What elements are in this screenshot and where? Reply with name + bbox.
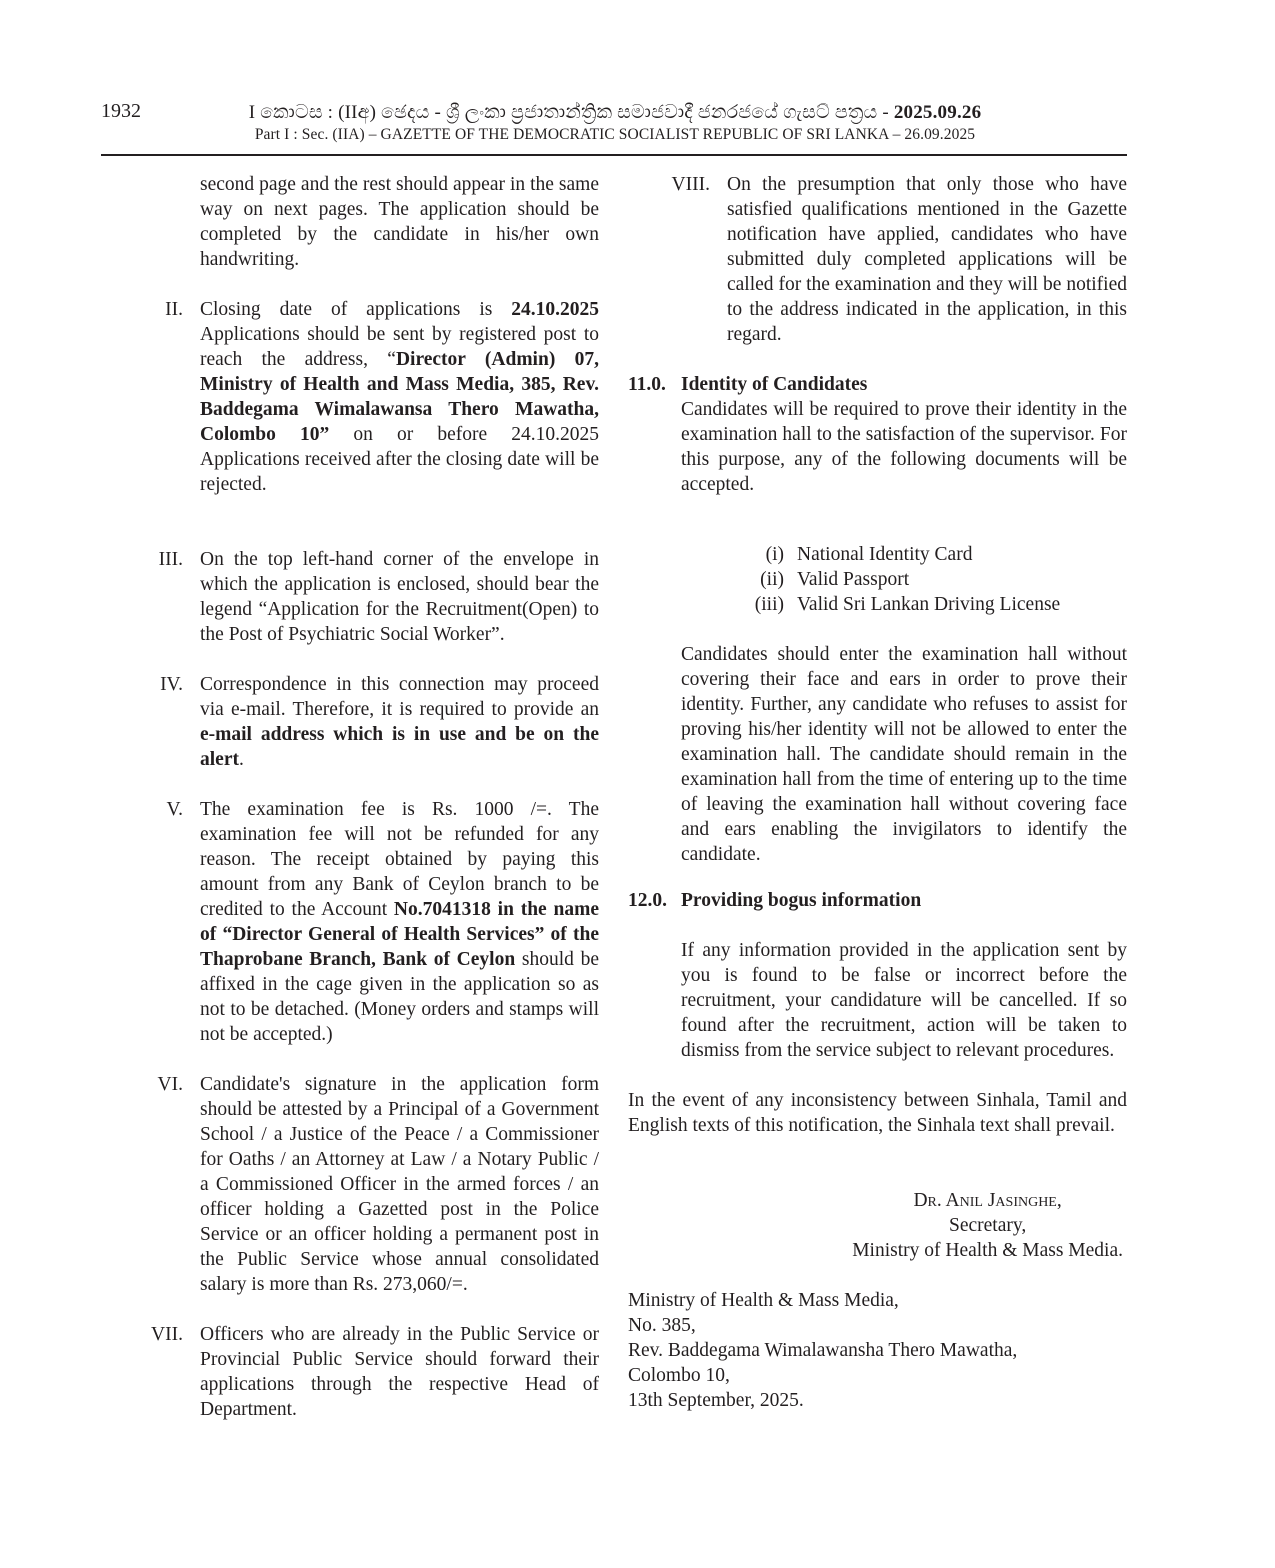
list-item-label: National Identity Card <box>797 544 973 565</box>
email-requirement: e-mail address which is in use and be on the alert <box>200 724 599 770</box>
item-text: Closing date of applications is <box>200 299 512 320</box>
header-english: Part I : Sec. (IIA) – GAZETTE OF THE DEMOCRATIC SOCIALIST REPUBLIC OF SRI LANKA – 26.09.2025 <box>254 126 976 143</box>
item-text: should be affixed in the cage given in the application so as not to be detached. (Money orders and stamps will not be accepted.) <box>200 949 599 1045</box>
item-text: On the presumption that only those who have satisfied qualifications mentioned in the Gazette notification have applied, candidates who have submitted duly completed applications will be called for the examination and they will be notified to the address indicated in the application, in this regard. <box>727 174 1127 345</box>
item-vii <box>101 1322 599 1422</box>
item-number: VIII. <box>671 174 710 195</box>
item-v <box>101 797 599 1047</box>
item-text: The examination fee is Rs. 1000 /=. The examination fee will not be refunded for any reason. The receipt obtained by paying this amount from any Bank of Ceylon branch to be credited to the Account <box>200 799 599 920</box>
address-line: Ministry of Health & Mass Media, <box>628 1290 899 1311</box>
address-line: No. 385, <box>628 1315 696 1336</box>
item-number: II. <box>165 299 183 320</box>
item-text: Officers who are already in the Public Service or Provincial Public Service should forward their applications through the respective Head of Department. <box>200 1324 599 1420</box>
section-11-intro: Candidates will be required to prove their identity in the examination hall to the satisfaction of the supervisor. For this purpose, any of the following documents will be accepted. <box>681 399 1127 495</box>
list-item-number: (iii) <box>754 594 784 615</box>
header-sinhala-title: I කොටස : (IIඅ) ඡෙදය - ශ්‍රී ලංකා ප්‍රජාතාන්ත්‍රික සමාජවාදී ජනරජයේ ගැසට් පත්‍රය - <box>248 102 894 123</box>
list-item <box>628 567 1127 592</box>
item-number: III. <box>158 549 183 570</box>
item-text: On the top left-hand corner of the envelope in which the application is enclosed, should bear the legend “Application for the Recruitment(Open) to the Post of Psychiatric Social Worker”. <box>200 549 599 645</box>
section-title: Providing bogus information <box>681 890 922 911</box>
address-block <box>628 1288 1127 1413</box>
header-sinhala <box>190 102 1040 124</box>
item-viii <box>628 172 1127 347</box>
item-text: Candidate's signature in the application form should be attested by a Principal of a Government School / a Justice of the Peace / a Commissioner for Oaths / an Attorney at Law / a Notary Public / a Commissioned Officer in the armed forces / an officer holding a Gazetted post in the Police Service or an officer holding a permanent post in the Public Service whose annual consolidated salary is more than Rs. 273,060/=. <box>200 1074 599 1295</box>
list-item-label: Valid Passport <box>797 569 910 590</box>
left-column <box>101 172 599 1422</box>
signatory-ministry: Ministry of Health & Mass Media. <box>852 1240 1123 1261</box>
item-text: . <box>238 749 244 770</box>
address-line: Colombo 10, <box>628 1365 730 1386</box>
item-ii <box>101 297 599 497</box>
signature-block <box>628 1188 1127 1263</box>
signatory-name: Dr. Anil Jasinghe, <box>913 1190 1062 1211</box>
section-12-heading <box>628 888 1127 913</box>
item-number: VI. <box>157 1074 183 1095</box>
signatory-title: Secretary, <box>948 1215 1027 1236</box>
section-title: Identity of Candidates <box>681 374 868 395</box>
list-item <box>628 592 1127 617</box>
section-11-heading <box>628 372 1127 397</box>
issue-date: 13th September, 2025. <box>628 1390 804 1411</box>
item-number: V. <box>166 799 183 820</box>
address-line: Rev. Baddegama Wimalawansha Thero Mawatha, <box>628 1340 1018 1361</box>
section-number: 11.0. <box>628 374 666 395</box>
item-text: Correspondence in this connection may proceed via e-mail. Therefore, it is required to provide an <box>200 674 599 720</box>
header-sinhala-date: 2025.09.26 <box>893 102 982 123</box>
item-number: IV. <box>160 674 183 695</box>
item-text: Applications should be sent by registered post to reach the address, “ <box>200 324 599 370</box>
bank-account: No.7041318 in the name of “Director General of Health Services” of the Thaprobane Branch, Bank of Ceylon <box>200 899 599 970</box>
page-number: 1932 <box>101 100 141 122</box>
closing-date: 24.10.2025 <box>511 299 599 320</box>
list-item-number: (i) <box>765 544 784 565</box>
item-number: VII. <box>151 1324 183 1345</box>
postal-address: Director (Admin) 07, Ministry of Health and Mass Media, 385, Rev. Baddegama Wimalawansa Thero Mawatha, Colombo 10” <box>200 349 599 445</box>
section-12-text: If any information provided in the application sent by you is found to be false or incorrect before the recruitment, your candidature will be cancelled. If so found after the recruitment, action will be taken to dismiss from the service subject to relevant procedures. <box>681 940 1127 1061</box>
right-column <box>628 172 1127 1413</box>
section-number: 12.0. <box>628 890 667 911</box>
accepted-documents-list <box>628 542 1127 617</box>
item-vi <box>101 1072 599 1297</box>
continuation-paragraph: second page and the rest should appear in the same way on next pages. The application should be completed by the candidate in his/her own handwriting. <box>200 174 599 270</box>
gazette-header <box>190 102 1040 144</box>
item-iv <box>101 672 599 772</box>
list-item-number: (ii) <box>760 569 784 590</box>
list-item-label: Valid Sri Lankan Driving License <box>797 594 1061 615</box>
item-text: on or before 24.10.2025 Applications received after the closing date will be rejected. <box>200 424 599 495</box>
item-iii <box>101 547 599 647</box>
inconsistency-note: In the event of any inconsistency between Sinhala, Tamil and English texts of this notification, the Sinhala text shall prevail. <box>628 1090 1127 1136</box>
header-rule <box>101 154 1127 156</box>
section-11-note: Candidates should enter the examination hall without covering their face and ears in order to prove their identity. Further, any candidate who refuses to assist for proving his/her identity will not be allowed to enter the examination hall. The candidate should remain in the examination hall from the time of entering up to the time of leaving the examination hall without covering face and ears enabling the invigilators to identify the candidate. <box>681 644 1127 865</box>
list-item <box>628 542 1127 567</box>
